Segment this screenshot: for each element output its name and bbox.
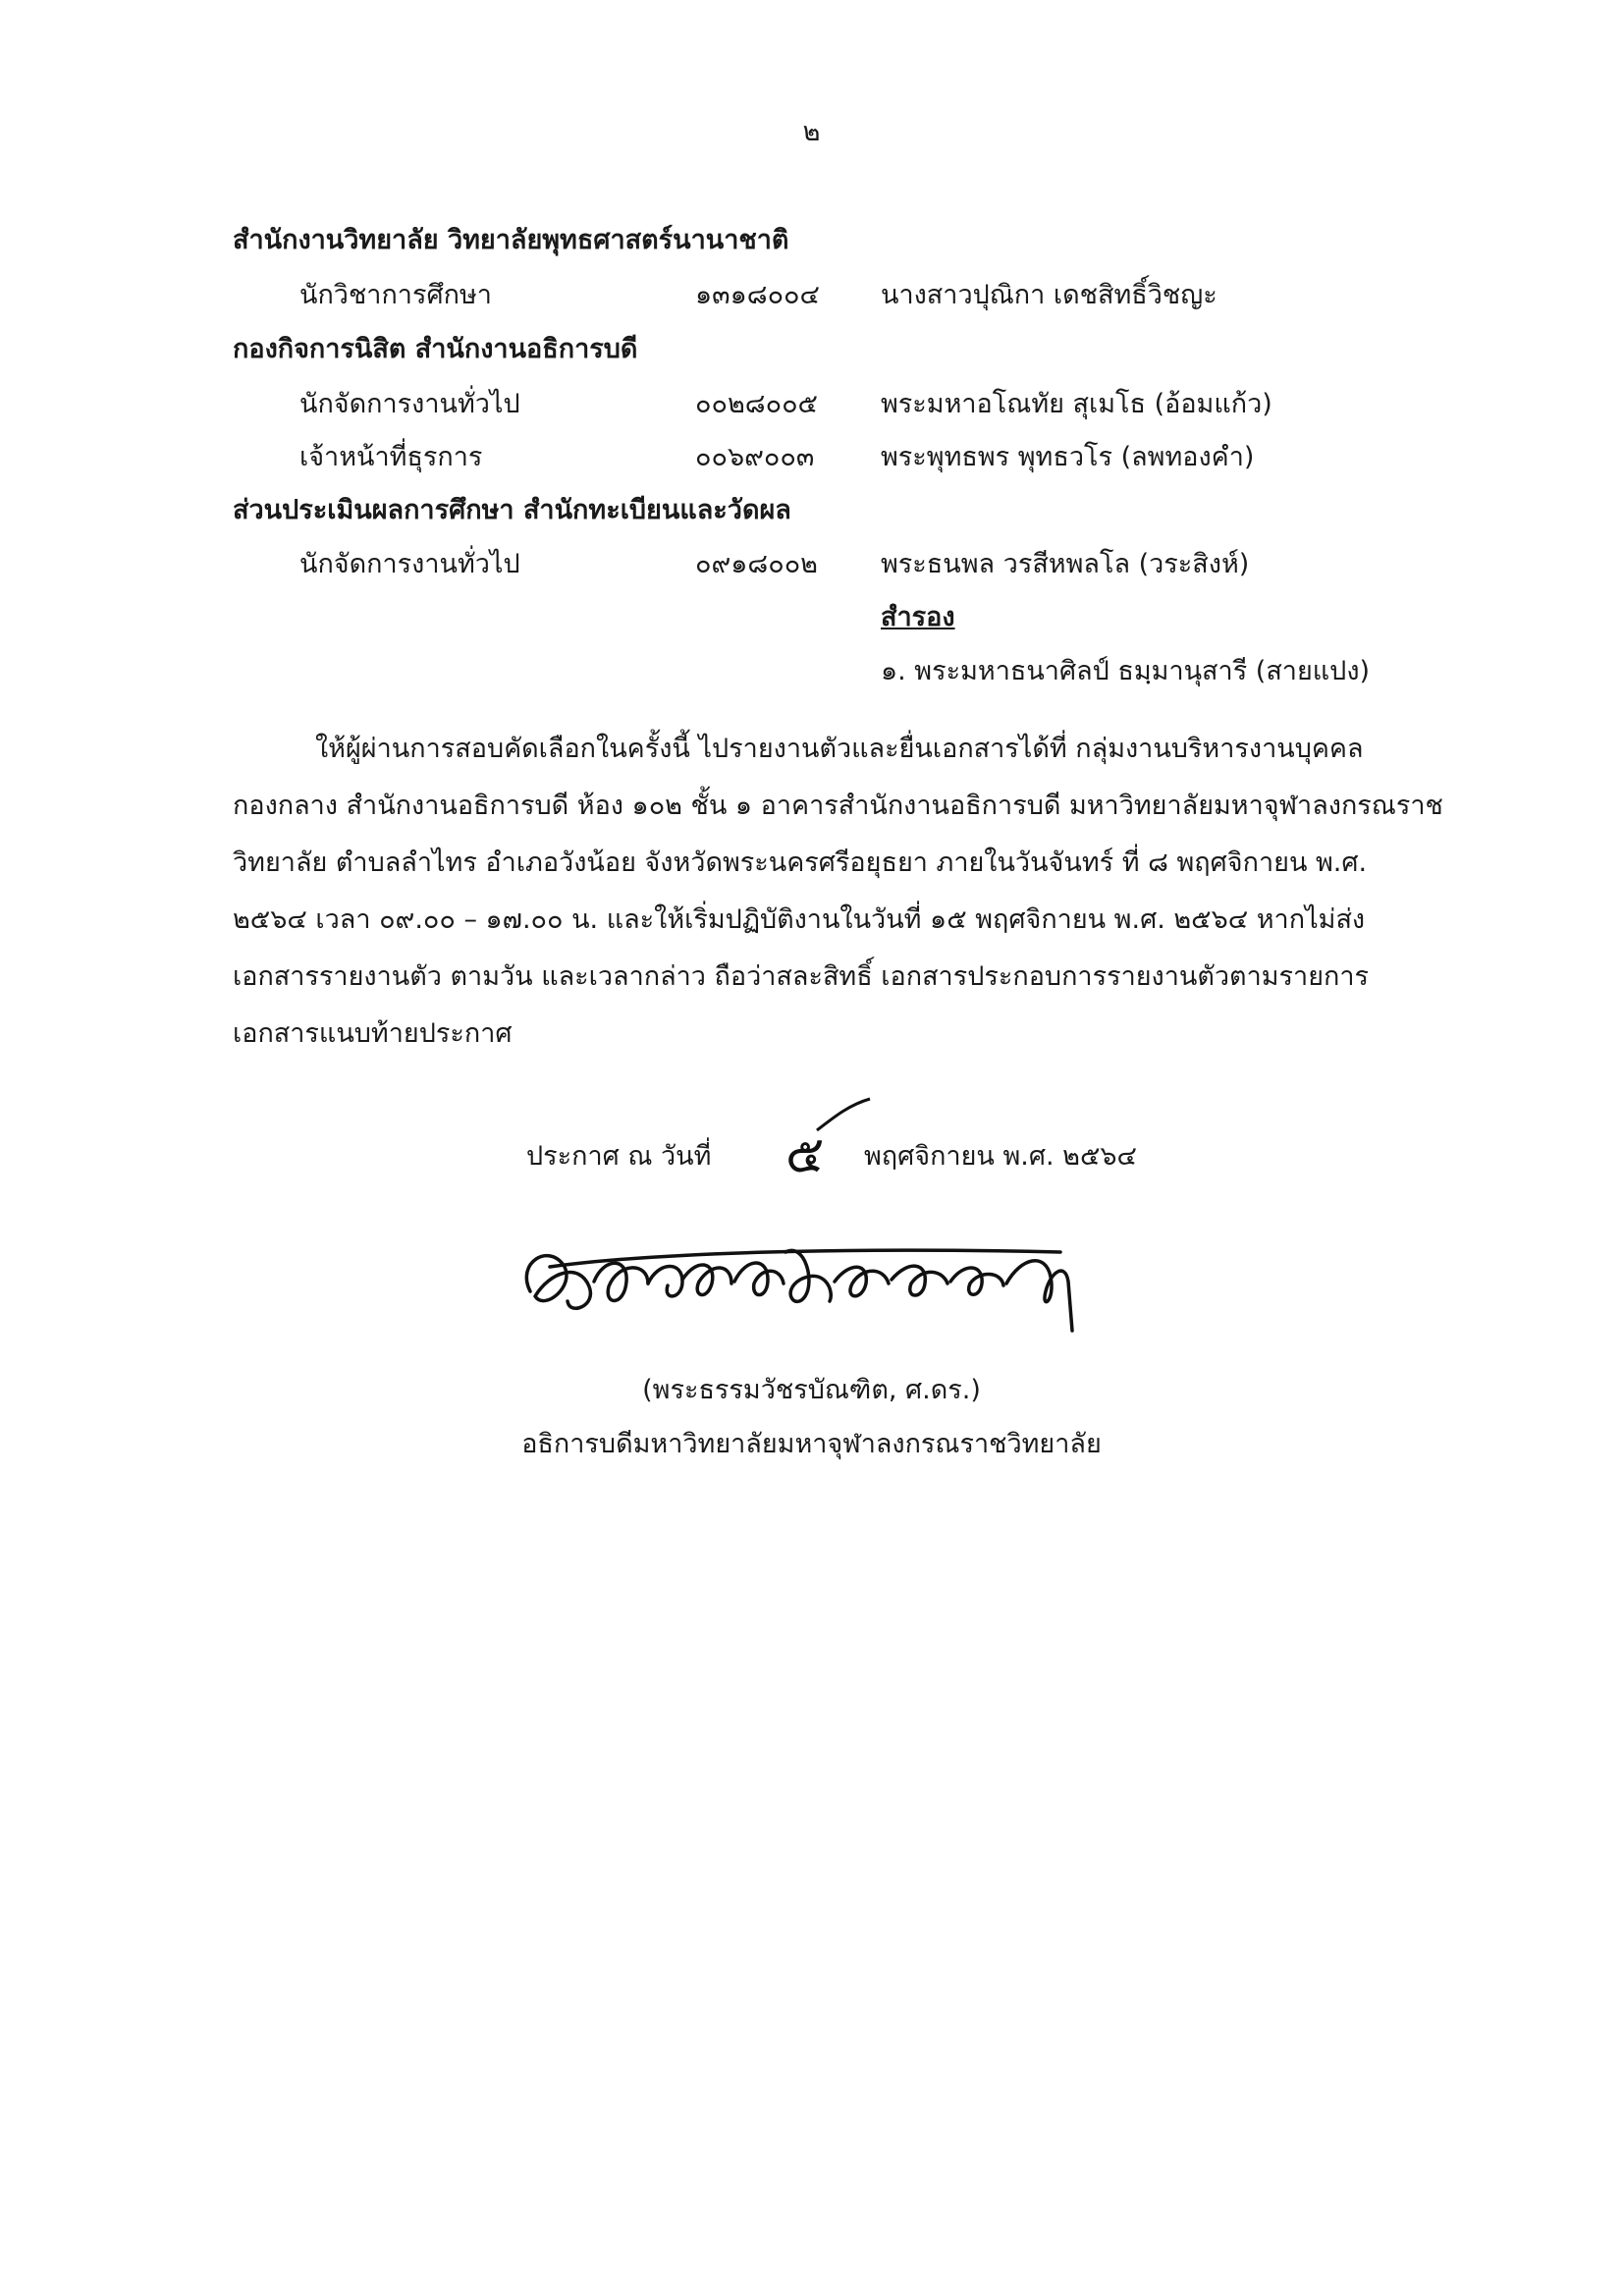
paragraph-line: ให้ผู้ผ่านการสอบคัดเลือกในครั้งนี้ ไปรายงานตัวและยื่นเอกสารได้ที่ กลุ่มงานบริหารงานบุคคล bbox=[315, 734, 1364, 764]
announcement-prefix: ประกาศ ณ วันที่ bbox=[526, 1141, 712, 1172]
paragraph-line: เอกสารรายงานตัว ตามวัน และเวลากล่าว ถือว่าสละสิทธิ์ เอกสารประกอบการรายงานตัวตามรายการ bbox=[233, 961, 1370, 992]
reserve-item: ๑. พระมหาธนาศิลป์ ธมฺมานุสารี (สายแปง) bbox=[881, 656, 1371, 686]
signer-name: (พระธรรมวัชรบัณฑิต, ศ.ดร.) bbox=[642, 1375, 981, 1405]
paragraph-line: เอกสารแนบท้ายประกาศ bbox=[233, 1018, 513, 1049]
staff-row bbox=[0, 542, 1623, 581]
staff-position: นักวิชาการศึกษา bbox=[299, 280, 492, 310]
staff-code: ๑๓๑๘๐๐๔ bbox=[695, 280, 820, 310]
staff-position: เจ้าหน้าที่ธุรการ bbox=[299, 442, 483, 472]
handwriting-stroke bbox=[815, 1097, 874, 1136]
staff-code: ๐๙๑๘๐๐๒ bbox=[695, 549, 818, 579]
staff-row bbox=[0, 273, 1623, 312]
section-heading: สำนักงานวิทยาลัย วิทยาลัยพุทธศาสตร์นานาชาติ bbox=[233, 225, 789, 255]
paragraph-line: วิทยาลัย ตำบลลำไทร อำเภอวังน้อย จังหวัดพระนครศรีอยุธยา ภายในวันจันทร์ ที่ ๘ พฤศจิกายน พ.ศ. bbox=[233, 847, 1368, 878]
handwritten-signature bbox=[511, 1223, 1100, 1340]
announcement-day-handwritten: ๕ bbox=[785, 1125, 825, 1184]
staff-row bbox=[0, 435, 1623, 474]
staff-position: นักจัดการงานทั่วไป bbox=[299, 389, 520, 419]
staff-row bbox=[0, 382, 1623, 421]
section-heading: กองกิจการนิสิต สำนักงานอธิการบดี bbox=[233, 334, 638, 364]
announcement-suffix: พฤศจิกายน พ.ศ. ๒๕๖๔ bbox=[864, 1141, 1137, 1172]
reserve-label: สำรอง bbox=[881, 602, 955, 632]
section-heading: ส่วนประเมินผลการศึกษา สำนักทะเบียนและวัดผล bbox=[233, 495, 791, 525]
staff-code: ๐๐๖๙๐๐๓ bbox=[695, 442, 815, 472]
staff-name: พระมหาอโณทัย สุเมโธ (อ้อมแก้ว) bbox=[881, 389, 1272, 419]
signer-title: อธิการบดีมหาวิทยาลัยมหาจุฬาลงกรณราชวิทยาลัย bbox=[521, 1429, 1102, 1459]
staff-name: นางสาวปุณิกา เดชสิทธิ์วิชญะ bbox=[881, 280, 1217, 310]
page-number: ๒ bbox=[802, 117, 821, 147]
staff-code: ๐๐๒๘๐๐๕ bbox=[695, 389, 818, 419]
staff-position: นักจัดการงานทั่วไป bbox=[299, 549, 520, 579]
staff-name: พระพุทธพร พุทธวโร (ลพทองคำ) bbox=[881, 442, 1255, 472]
staff-name: พระธนพล วรสีหพลโล (วระสิงห์) bbox=[881, 549, 1250, 579]
paragraph-line: กองกลาง สำนักงานอธิการบดี ห้อง ๑๐๒ ชั้น ๑ อาคารสำนักงานอธิการบดี มหาวิทยาลัยมหาจุฬาลงกรณราช bbox=[233, 791, 1443, 821]
paragraph-line: ๒๕๖๔ เวลา ๐๙.๐๐ – ๑๗.๐๐ น. และให้เริ่มปฏิบัติงานในวันที่ ๑๕ พฤศจิกายน พ.ศ. ๒๕๖๔ หากไม่ส่ง bbox=[233, 904, 1366, 935]
